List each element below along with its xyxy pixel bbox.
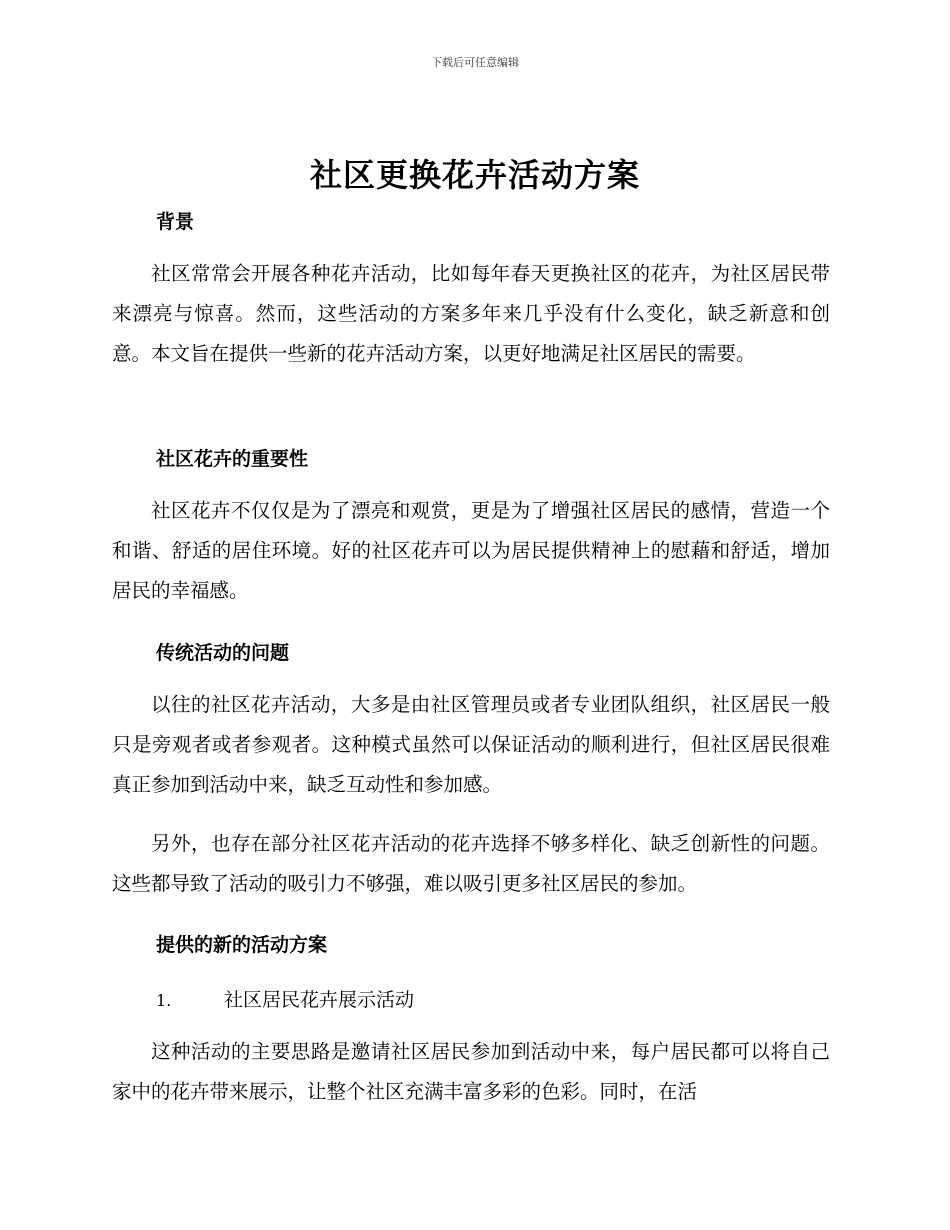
paragraph-importance: 社区花卉不仅仅是为了漂亮和观赏，更是为了增强社区居民的感情，营造一个和谐、舒适的居住环境。好的社区花卉可以为居民提供精神上的慰藉和舒适，增加居民的幸福感。: [112, 499, 830, 602]
section-heading-traditional-issues: 传统活动的问题: [156, 642, 290, 664]
paragraph-background: 社区常常会开展各种花卉活动，比如每年春天更换社区的花卉，为社区居民带来漂亮与惊喜。然而，这些活动的方案多年来几乎没有什么变化，缺乏新意和创意。本文旨在提供一些新的花卉活动方案，以更好地满足社区居民的需要。: [112, 262, 830, 365]
document-title: 社区更换花卉活动方案: [309, 156, 640, 194]
section-heading-new-proposals: 提供的新的活动方案: [156, 934, 328, 956]
paragraph-traditional-issues-2: 另外，也存在部分社区花卉活动的花卉选择不够多样化、缺乏创新性的问题。这些都导致了活动的吸引力不够强，难以吸引更多社区居民的参加。: [112, 832, 830, 895]
list-item-1: [156, 985, 414, 1012]
section-heading-background: 背景: [156, 211, 195, 233]
paragraph-traditional-issues-1: 以往的社区花卉活动，大多是由社区管理员或者专业团队组织，社区居民一般只是旁观者或者参观者。这种模式虽然可以保证活动的顺利进行，但社区居民很难真正参加到活动中来，缺乏互动性和参加感。: [112, 693, 830, 796]
list-item-label: 社区居民花卉展示活动: [224, 989, 415, 1011]
list-item-number: 1.: [156, 991, 172, 1010]
paragraph-new-proposal-1: 这种活动的主要思路是邀请社区居民参加到活动中来，每户居民都可以将自己家中的花卉带来展示，让整个社区充满丰富多彩的色彩。同时，在活: [112, 1040, 830, 1103]
header-note: 下载后可任意编辑: [431, 56, 519, 69]
section-heading-importance: 社区花卉的重要性: [156, 448, 309, 470]
